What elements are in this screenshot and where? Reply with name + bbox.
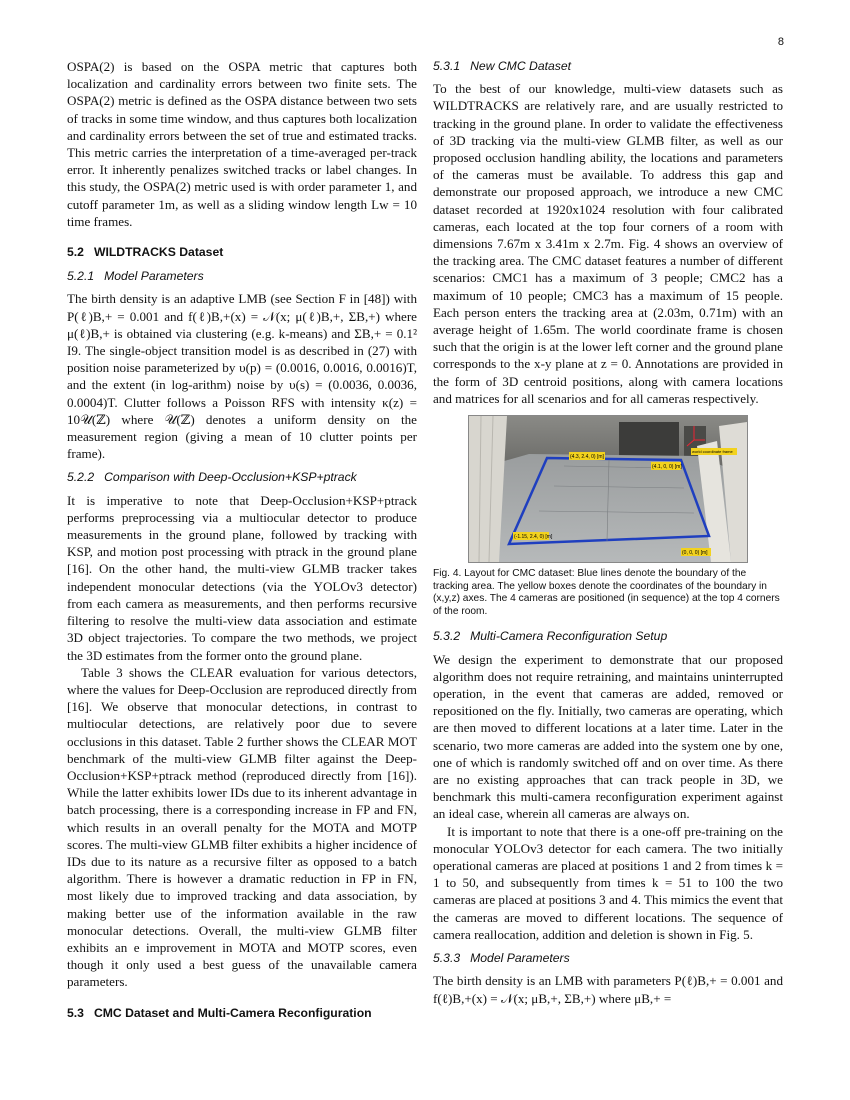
paragraph-birth-density: The birth density is an adaptive LMB (see Section F in [48]) with P(ℓ)B,+ = 0.001 and f(ℓ)B,+(x) = 𝒩(x; μ(ℓ)B,+, ΣB,+) where μ(ℓ)B,+ is obtained via clustering (e.g. k-means) and ΣB,+ = 0.1² I9. The single-object transition model is as described in (27) with position noise parameterized by υ(p) = (0.0016, 0.0016, 0.0016)T, and the extent (in log-arithm) noise by υ(s) = (0.0036, 0.0036, 0.0004)T. Clutter follows a Poisson RFS with intensity κ(z) = 10𝒰(ℤ) where 𝒰(ℤ) denotes a uniform density on the measurement region (giving a mean of 10 clutter points per frame).	[67, 291, 417, 462]
page-number: 8	[777, 36, 784, 48]
paragraph-reconfig-setup-2: It is important to note that there is a one-off pre-training on the monocular YOLOv3 detector for each camera. The two initially operational cameras are placed at positions 1 and 2 from times k = 1 to 50, and subsequently from times k = 51 to 100 the two cameras are placed at positions 3 and 4. This mimics the event that the cameras are moved to different locations. The sequence of camera reallocation, addition and deletion is shown in Fig. 5.	[433, 823, 783, 942]
subsection-heading-5-2-1	[67, 268, 417, 285]
right-column	[433, 58, 783, 1007]
subsection-title: New CMC Dataset	[470, 59, 572, 73]
paragraph-comparison-2: Table 3 shows the CLEAR evaluation for various detectors, where the values for Deep-Occlusion are reproduced directly from [16]. We observe that monocular detections, in contrast to multiocular detections, are relatively poor due to severe occlusions in this dataset. Table 2 further shows the CLEAR MOT benchmark of the multi-view GLMB filter against the Deep-Occlusion+KSP+ptrack method (reproduced directly from [16]). While the latter exhibits lower IDs due to its inherent advantage in batch processing, there is a corresponding increase in FP and FN, which results in an overall penalty for the MOTA and MOTP scores. The multi-view GLMB filter exhibits a higher incidence of IDs due to its nature as a recursive filter as opposed to a batch algorithm. There is however a dramatic reduction in FP in FN, most likely due to improved tracking and data association, by making better use of the information available in the raw monocular detections. Overall, the multi-view GLMB filter exhibits an e improvement in MOTA and MOTP scores, even though it only used a best guess of the unavailable camera parameters.	[67, 664, 417, 990]
subsection-number: 5.2.2	[67, 470, 95, 485]
subsection-title: Model Parameters	[470, 951, 570, 966]
coord-label-top-left: (4.3, 2.4, 0) [m]	[570, 454, 604, 461]
section-heading-5-3	[67, 1005, 417, 1022]
subsection-number: 5.3.3	[433, 951, 461, 966]
subsection-heading-5-3-2	[433, 628, 783, 645]
subsection-number: 5.3.1	[433, 59, 461, 73]
paragraph-cmc-dataset: To the best of our knowledge, multi-view datasets such as WILDTRACKS are relatively rare, and are usually restricted to tracking in the ground plane. In order to validate the effectiveness of 3D tracking via the multi-view GLMB filter, as well as our proposed occlusion handling ability, the locations and parameters of the cameras must be available. To address this gap and demonstrate our proposed approach, we introduce a new CMC dataset recorded at 1920x1024 resolution with four calibrated cameras, each located at the top four corners of a room with dimensions 7.67m x 3.41m x 2.7m. Fig. 4 shows an overview of the tracking area. The CMC dataset features a number of different scenarios: CMC1 has a maximum of 3 people; CMC2 has a maximum of 10 people; CMC3 has a maximum of 15 people. Each person enters the tracking area at (2.03m, 0.71m) with an average height of 1.65m. The world coordinate frame is chosen such that the origin is at the lower left corner and the ground plane corresponds to the x-y plane at z = 0. Annotations are provided in the form of 3D centroid positions, along with camera locations and matrices for all scenarios and for all cameras respectively.	[433, 81, 783, 406]
axis-label: world coordinate frame	[692, 449, 733, 455]
subsection-title: Model Parameters	[104, 269, 204, 284]
section-title: CMC Dataset and Multi-Camera Reconfiguration	[93, 1005, 372, 1020]
paragraph-comparison-1: It is imperative to note that Deep-Occlusion+KSP+ptrack performs preprocessing via a multiocular detector to produce measurements in the ground plane, followed by tracking with KSP, and motion post processing with ptrack in the ground plane [16]. On the other hand, the multi-view GLMB tracker takes independent monocular detections (via the YOLOv3 detector) from each camera as measurements, and then performs recursive filtering to resolve the multi-view data association and estimate 3D object trajectories. To compare the two methods, we project the 3D estimates from the former onto the ground plane.	[67, 492, 417, 663]
figure-4-caption: Fig. 4. Layout for CMC dataset: Blue lines denote the boundary of the tracking area. The yellow boxes denote the coordinates of the boundary in (x,y,z) axes. The 4 cameras are positioned (in sequence) at the top 4 corners of the room.	[433, 568, 780, 617]
section-number: 5.3	[67, 1005, 84, 1020]
subsection-title: Multi-Camera Reconfiguration Setup	[470, 629, 668, 644]
paragraph-reconfig-setup-1: We design the experiment to demonstrate that our proposed algorithm does not require retraining, and maintains uninterrupted operation, in the event that cameras are added, removed or repositioned on the fly. Initially, two cameras are operating, which are then moved to different locations at a later time. Later in the scenario, two more cameras are added into the system one by one, one of which is randomly switched off and on over time. As there are no existing approaches that can track people in 3D, we benchmark this multi-camera reconfiguration experiment against an ideal case, wherein all cameras are always on.	[433, 651, 783, 822]
left-column	[67, 58, 417, 1028]
subsection-number: 5.3.2	[433, 629, 461, 644]
subsection-heading-5-2-2	[67, 469, 417, 486]
subsection-heading-5-3-3	[433, 950, 783, 967]
figure-4-room-photo	[468, 415, 748, 563]
section-number: 5.2	[67, 245, 84, 260]
room-photo-illustration	[469, 416, 747, 562]
subsection-heading-5-3-1	[433, 58, 783, 75]
paragraph-ospa: OSPA(2) is based on the OSPA metric that captures both localization and cardinality errors between two finite sets. The OSPA(2) metric is defined as the OSPA distance between two sets of tracks in some time window, and thus captures both localization and cardinality errors between the set of true and estimated tracks. This metric carries the interpretation of a time-averaged per-track error. It inherently penalizes switched tracks or label changes. In this study, the OSPA(2) metric used is with order parameter 1, and cutoff parameter 1m, as well as a sliding window length Lw = 10 time frames.	[67, 59, 417, 229]
coord-label-bottom-right: (0, 0, 0) [m]	[682, 550, 708, 557]
coord-label-bottom-left: (-1.15, 2.4, 0) [m]	[514, 534, 553, 541]
subsection-number: 5.2.1	[67, 269, 95, 284]
section-title: WILDTRACKS Dataset	[93, 245, 224, 260]
equipment-rack	[619, 422, 679, 456]
paragraph-model-parameters: The birth density is an LMB with parameters P(ℓ)B,+ = 0.001 and f(ℓ)B,+(x) = 𝒩(x; μB,+, ΣB,+) where μB,+ =	[433, 973, 783, 1006]
coord-label-top-right: (4.1, 0, 0) [m]	[652, 464, 682, 471]
subsection-title: Comparison with Deep-Occlusion+KSP+ptrack	[104, 470, 357, 485]
section-heading-5-2	[67, 244, 417, 261]
